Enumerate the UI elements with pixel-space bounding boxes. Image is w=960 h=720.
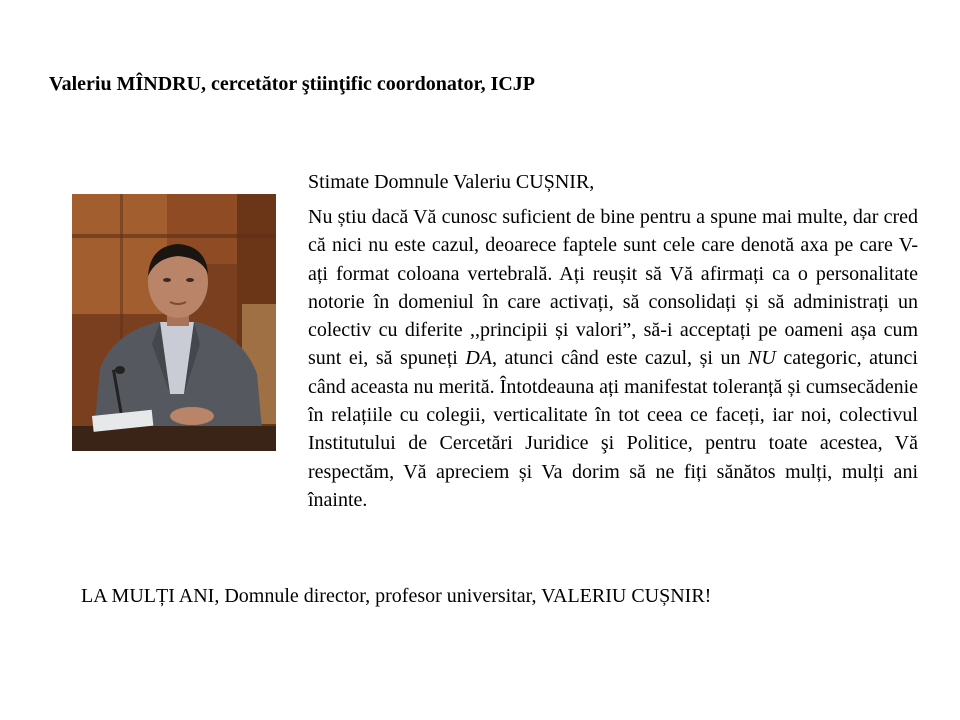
letter-body-part-1: Nu știu dacă Vă cunosc suficient de bine pentru a spune mai multe, dar cred că nici nu este cazul, deoarece faptele sunt cele care denotă axa pe care V-ați format coloana vertebrală. Ați reușit să Vă afirmați ca o personalitate notorie în domeniul în care activați, să consolidați și să administrați un colectiv cu diferite ,,principii și valori”, să-i acceptați pe oameni așa cum sunt ei, să spuneți [308, 206, 918, 370]
emphasis-da: DA [465, 347, 493, 370]
greeting-line: Stimate Domnule Valeriu CUȘNIR, [308, 171, 595, 193]
microphone [115, 366, 125, 374]
letter-body-part-3: categoric, atunci când aceasta nu merită. Întotdeauna ați manifestat toleranță și cumsecădenie în relațiile cu colegii, verticalitate în tot ceea ce faceți, iar noi, colectivul Institutului de Cercetări Juridice şi Politice, pentru toate acestea, Vă respectăm, Vă apreciem și Va dorim să ne fiți sănătos mulți, mulți ani înainte. [308, 347, 918, 511]
closing-line: LA MULȚI ANI, Domnule director, profesor universitar, VALERIU CUȘNIR! [81, 585, 712, 607]
portrait-illustration [72, 194, 276, 451]
emphasis-nu: NU [747, 347, 776, 370]
hands [170, 407, 214, 425]
author-heading: Valeriu MÎNDRU, cercetător ştiinţific coordonator, ICJP [49, 73, 536, 95]
letter-body-part-2: , atunci când este cazul, și un [492, 347, 748, 370]
letter-body [308, 203, 918, 514]
portrait-photo [72, 194, 276, 451]
